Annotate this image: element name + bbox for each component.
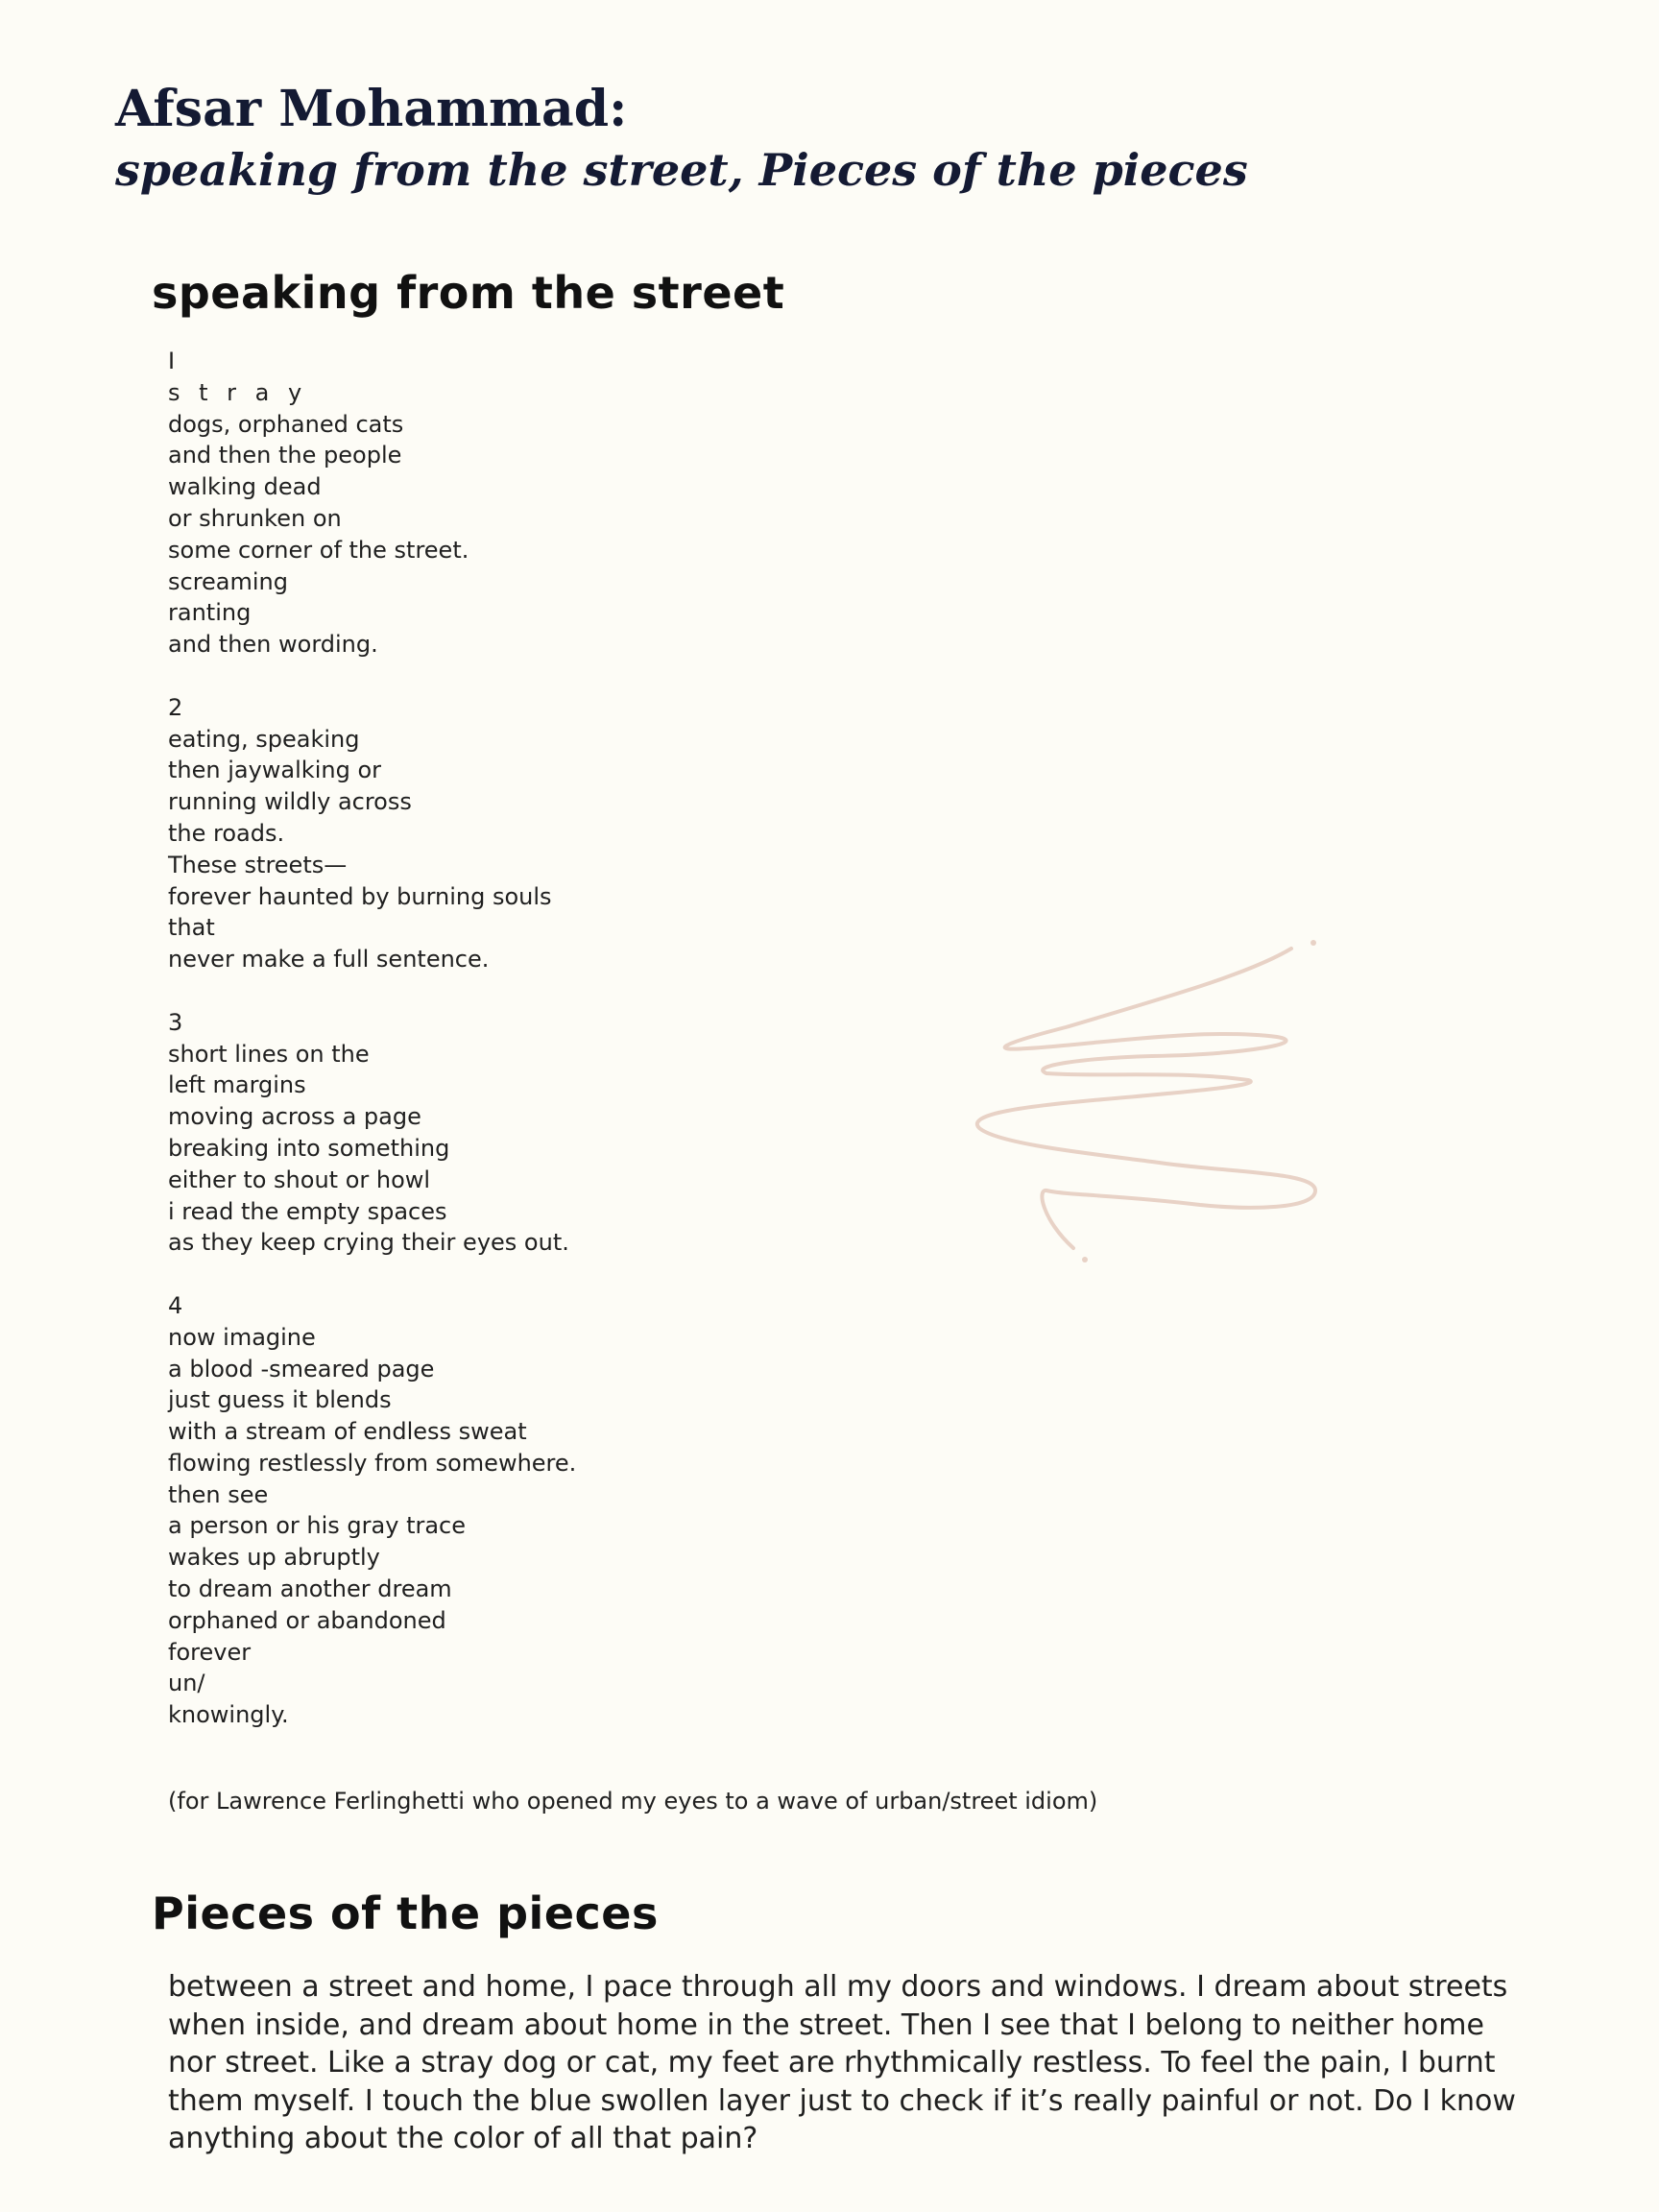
poem-line: then jaywalking or — [168, 757, 381, 784]
stanza-1 — [168, 346, 1128, 661]
poem-line: forever — [168, 1638, 252, 1666]
poem-line: a person or his gray trace — [168, 1512, 467, 1540]
stanza-4 — [168, 1290, 1128, 1731]
poem-line: dogs, orphaned cats — [168, 410, 404, 438]
poem-line: either to shout or howl — [168, 1166, 431, 1193]
poem-line: s t r a y — [168, 378, 308, 406]
page-subtitle: speaking from the street, Pieces of the pieces — [115, 143, 1248, 196]
poem-line: orphaned or abandoned — [168, 1606, 446, 1634]
author-title: Afsar Mohammad: — [115, 80, 628, 138]
poem-line: some corner of the street. — [168, 536, 469, 564]
poem-line: 3 — [168, 1008, 183, 1036]
poem-line: 4 — [168, 1291, 183, 1319]
poem-line: walking dead — [168, 473, 322, 501]
poem-line: as they keep crying their eyes out. — [168, 1229, 569, 1257]
poem-line: running wildly across — [168, 788, 412, 816]
poem-line: i read the empty spaces — [168, 1197, 447, 1225]
poem-line: 2 — [168, 693, 183, 721]
poem-title-speaking-from-the-street: speaking from the street — [152, 267, 785, 319]
prose-poem-body: between a street and home, I pace through all my doors and windows. I dream about streets when inside, and dream about home in the street. Then I see that I belong to neither home nor street. Like a stray dog or cat, my feet are rhythmically restless. To feel the pain, I burnt them myself. I touch the blue swollen layer just to check if it’s really painful or not. Do I know anything about the color of all that pain? — [168, 1970, 1516, 2155]
scribble-icon — [960, 931, 1344, 1267]
poem-line: with a stream of endless sweat — [168, 1418, 527, 1446]
poem-line: now imagine — [168, 1323, 316, 1351]
poem-line: and then the people — [168, 442, 402, 469]
page-header — [115, 77, 1555, 199]
poem-line: screaming — [168, 567, 289, 595]
poem-line: a blood -smeared page — [168, 1355, 435, 1382]
poem-line: to dream another dream — [168, 1575, 452, 1603]
poem-line: flowing restlessly from somewhere. — [168, 1449, 577, 1477]
poem-title-pieces-of-the-pieces: Pieces of the pieces — [152, 1887, 659, 1939]
poem-line: short lines on the — [168, 1040, 370, 1068]
poem-dedication: (for Lawrence Ferlinghetti who opened my eyes to a wave of urban/street idiom) — [168, 1788, 1098, 1815]
poem-line: I — [168, 348, 176, 374]
poem-line: breaking into something — [168, 1134, 450, 1162]
poem-line: the roads. — [168, 819, 285, 847]
poem-line: These streets— — [168, 851, 348, 878]
poem-line: ranting — [168, 599, 252, 627]
poem-line: wakes up abruptly — [168, 1544, 380, 1572]
poem-line: moving across a page — [168, 1103, 421, 1131]
poem-line: never make a full sentence. — [168, 946, 490, 974]
poem-line: forever haunted by burning souls — [168, 882, 552, 910]
poem-line: and then wording. — [168, 631, 378, 659]
poem-line: that — [168, 914, 215, 942]
poem-line: just guess it blends — [168, 1386, 392, 1414]
poem-line: un/ — [168, 1670, 205, 1697]
poem-line: left margins — [168, 1071, 306, 1099]
poem-line: then see — [168, 1480, 269, 1508]
poem-line: knowingly. — [168, 1701, 289, 1729]
poem-line: or shrunken on — [168, 504, 342, 532]
poem-line: eating, speaking — [168, 725, 360, 753]
